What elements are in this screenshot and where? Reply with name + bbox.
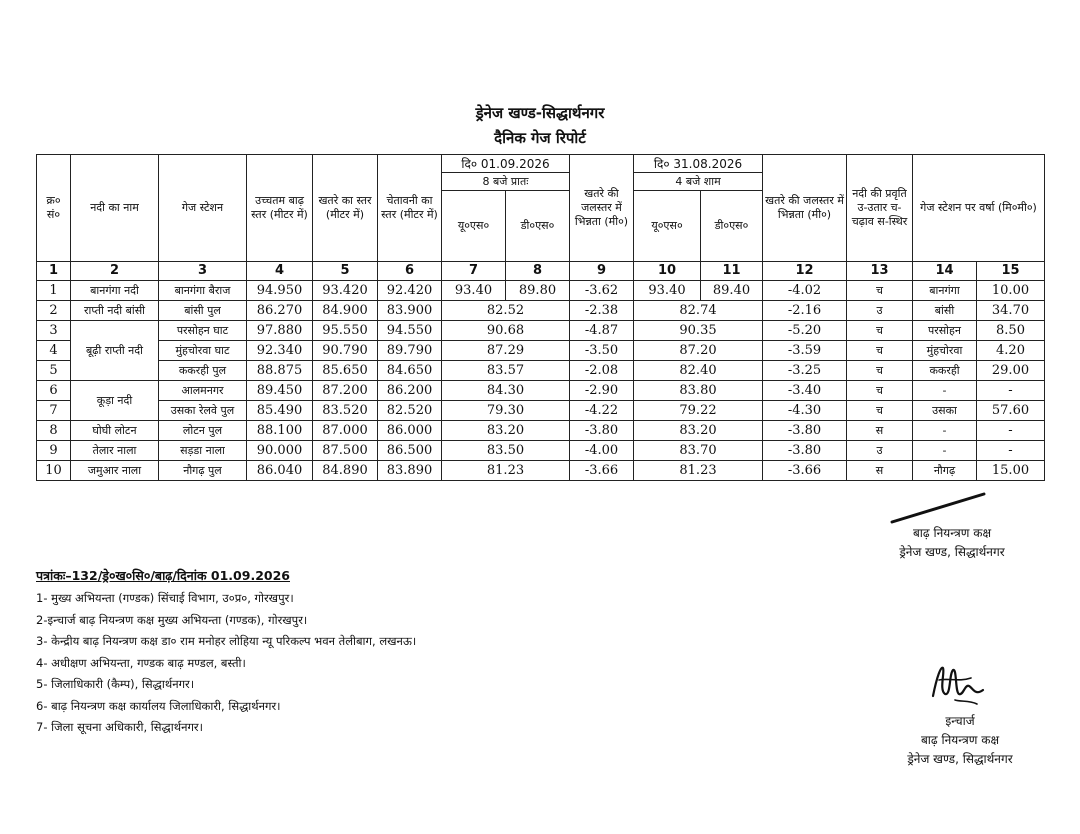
colnum: 9 [570,262,634,281]
cell-river: कूड़ा नदी [71,381,159,421]
cell-level1: 83.50 [442,441,570,461]
header-rain: गेज स्टेशन पर वर्षा (मि०मी०) [913,155,1045,262]
cell-trend: च [847,321,913,341]
cell-sno: 3 [37,321,71,341]
cell-sno: 8 [37,421,71,441]
cell-hfl: 88.100 [247,421,313,441]
colnum: 6 [378,262,442,281]
cell-diff2: -3.80 [763,441,847,461]
cell-rain-station: बांसी [913,301,977,321]
colnum: 5 [313,262,378,281]
cell-rain-station: मुंहचोरवा [913,341,977,361]
header-station: गेज स्टेशन [159,155,247,262]
cell-hfl: 85.490 [247,401,313,421]
cell-warning: 86.200 [378,381,442,401]
cell-us2: 93.40 [634,281,701,301]
colnum: 3 [159,262,247,281]
cell-trend: च [847,361,913,381]
colnum: 1 [37,262,71,281]
cell-danger: 87.000 [313,421,378,441]
cell-river: तेलार नाला [71,441,159,461]
cell-diff2: -4.30 [763,401,847,421]
cell-hfl: 86.040 [247,461,313,481]
signature-line: बाढ़ नियन्त्रण कक्ष [912,526,992,540]
cell-hfl: 88.875 [247,361,313,381]
header-hfl: उच्चतम बाढ़ स्तर (मीटर में) [247,155,313,262]
colnum: 10 [634,262,701,281]
cell-hfl: 92.340 [247,341,313,361]
cell-rain: 15.00 [977,461,1045,481]
cell-warning: 84.650 [378,361,442,381]
cell-rain-station: नौगढ़ [913,461,977,481]
cell-danger: 90.790 [313,341,378,361]
cell-diff1: -3.66 [570,461,634,481]
cell-rain-station: - [913,421,977,441]
list-item: 3- केन्द्रीय बाढ़ नियन्त्रण कक्ष डा० राम मनोहर लोहिया न्यू परिकल्प भवन तेलीबाग, लखनऊ। [36,634,417,648]
table-row [37,401,1045,421]
cell-level2: 90.35 [634,321,763,341]
list-item: 5- जिलाधिकारी (कैम्प), सिद्धार्थनगर। [36,677,195,691]
cell-hfl: 97.880 [247,321,313,341]
cell-sno: 9 [37,441,71,461]
header-time1: 8 बजे प्रातः [442,173,570,191]
header-ds1: डी०एस० [506,191,570,262]
cell-station: लोटन पुल [159,421,247,441]
cell-trend: च [847,401,913,421]
list-item: 6- बाढ़ नियन्त्रण कक्ष कार्यालय जिलाधिकारी, सिद्धार्थनगर। [36,698,281,713]
cell-rain: 8.50 [977,321,1045,341]
cell-level1: 87.29 [442,341,570,361]
cell-warning: 89.790 [378,341,442,361]
gauge-table [36,154,1045,481]
cell-trend: स [847,421,913,441]
table-row [37,461,1045,481]
colnum: 11 [701,262,763,281]
table-row [37,341,1045,361]
cell-river: बानगंगा नदी [71,281,159,301]
cell-rain-station: ककरही [913,361,977,381]
cell-danger: 95.550 [313,321,378,341]
list-item: 2-इन्चार्ज बाढ़ नियन्त्रण कक्ष मुख्य अभियन्ता (गण्डक), गोरखपुर। [36,612,308,627]
signature-line: बाढ़ नियन्त्रण कक्ष [920,733,1000,747]
colnum: 2 [71,262,159,281]
cell-rain: 4.20 [977,341,1045,361]
cell-ds2: 89.40 [701,281,763,301]
signature-line: ड्रेनेज खण्ड, सिद्धार्थनगर [907,752,1013,766]
cell-warning: 94.550 [378,321,442,341]
cell-diff2: -2.16 [763,301,847,321]
cell-rain-station: परसोहन [913,321,977,341]
cell-hfl: 89.450 [247,381,313,401]
table-row [37,381,1045,401]
header-diff2: खतरे की जलस्तर में भिन्नता (मी०) [763,155,847,262]
cell-trend: च [847,341,913,361]
cell-diff1: -3.50 [570,341,634,361]
cell-diff1: -4.22 [570,401,634,421]
table-row [37,321,1045,341]
cell-sno: 2 [37,301,71,321]
cell-sno: 4 [37,341,71,361]
cell-danger: 87.500 [313,441,378,461]
header-river: नदी का नाम [71,155,159,262]
handwritten-signature [925,656,995,712]
cell-level2: 79.22 [634,401,763,421]
cell-level2: 82.74 [634,301,763,321]
cell-level2: 83.80 [634,381,763,401]
incharge-signature-block [880,712,1040,769]
colnum: 13 [847,262,913,281]
cell-level2: 81.23 [634,461,763,481]
list-item: 7- जिला सूचना अधिकारी, सिद्धार्थनगर। [36,720,203,734]
cell-station: बानगंगा बैराज [159,281,247,301]
cell-river: जमुआर नाला [71,461,159,481]
cell-river: बूढ़ी राप्ती नदी [71,321,159,381]
cell-diff2: -3.59 [763,341,847,361]
cell-rain: 34.70 [977,301,1045,321]
cell-sno: 7 [37,401,71,421]
cell-station: आलमनगर [159,381,247,401]
cell-sno: 5 [37,361,71,381]
cell-hfl: 86.270 [247,301,313,321]
cell-warning: 83.890 [378,461,442,481]
cell-level1: 83.20 [442,421,570,441]
cell-danger: 84.890 [313,461,378,481]
cell-danger: 84.900 [313,301,378,321]
cell-diff2: -4.02 [763,281,847,301]
colnum: 4 [247,262,313,281]
cell-warning: 92.420 [378,281,442,301]
cell-level2: 83.20 [634,421,763,441]
table-row [37,361,1045,381]
colnum: 12 [763,262,847,281]
cell-station: परसोहन घाट [159,321,247,341]
header-danger: खतरे का स्तर (मीटर में) [313,155,378,262]
header-date2: दि० 31.08.2026 [634,155,763,173]
cell-level1: 82.52 [442,301,570,321]
header-diff1: खतरे की जलस्तर में भिन्नता (मी०) [570,155,634,262]
cell-rain-station: - [913,441,977,461]
cell-station: नौगढ़ पुल [159,461,247,481]
cell-diff1: -2.08 [570,361,634,381]
cell-river: राप्ती नदी बांसी [71,301,159,321]
copy-to-list [36,588,416,739]
signature-line: ड्रेनेज खण्ड, सिद्धार्थनगर [899,545,1005,559]
cell-rain: - [977,381,1045,401]
list-item: 1- मुख्य अभियन्ता (गण्डक) सिंचाई विभाग, उ०प्र०, गोरखपुर। [36,591,294,605]
table-row [37,421,1045,441]
cell-rain: 10.00 [977,281,1045,301]
cell-trend: च [847,381,913,401]
cell-level1: 79.30 [442,401,570,421]
table-row [37,301,1045,321]
cell-station: मुंहचोरवा घाट [159,341,247,361]
cell-trend: स [847,461,913,481]
cell-ds1: 89.80 [506,281,570,301]
header-sno: क्र० सं० [37,155,71,262]
cell-trend: उ [847,301,913,321]
cell-diff2: -3.66 [763,461,847,481]
list-item: 4- अधीक्षण अभियन्ता, गण्डक बाढ़ मण्डल, बस्ती। [36,655,246,670]
cell-station: सड़डा नाला [159,441,247,461]
cell-danger: 87.200 [313,381,378,401]
colnum: 14 [913,262,977,281]
cell-warning: 83.900 [378,301,442,321]
reference-number: पत्रांकः–132/ड्रे०ख०सि०/बाढ़/दिनांक 01.09.2026 [36,568,290,583]
header-time2: 4 बजे शाम [634,173,763,191]
cell-warning: 86.000 [378,421,442,441]
cell-rain: - [977,421,1045,441]
cell-station: उसका रेलवे पुल [159,401,247,421]
header-trend: नदी की प्रवृति उ-उतार च-चढ़ाव स-स्थिर [847,155,913,262]
cell-station: बांसी पुल [159,301,247,321]
header-us2: यू०एस० [634,191,701,262]
cell-warning: 82.520 [378,401,442,421]
cell-station: ककरही पुल [159,361,247,381]
header-warning: चेतावनी का स्तर (मीटर में) [378,155,442,262]
cell-level2: 87.20 [634,341,763,361]
cell-hfl: 94.950 [247,281,313,301]
cell-trend: च [847,281,913,301]
cell-diff1: -4.00 [570,441,634,461]
cell-diff1: -3.62 [570,281,634,301]
cell-level1: 90.68 [442,321,570,341]
cell-level2: 83.70 [634,441,763,461]
header-date1: दि० 01.09.2026 [442,155,570,173]
cell-diff2: -5.20 [763,321,847,341]
cell-river: घोघी लोटन [71,421,159,441]
cell-warning: 86.500 [378,441,442,461]
cell-hfl: 90.000 [247,441,313,461]
cell-level1: 81.23 [442,461,570,481]
cell-diff2: -3.25 [763,361,847,381]
cell-sno: 1 [37,281,71,301]
table-row [37,281,1045,301]
cell-sno: 10 [37,461,71,481]
cell-diff1: -3.80 [570,421,634,441]
table-row [37,441,1045,461]
cell-rain-station: - [913,381,977,401]
cell-rain-station: उसका [913,401,977,421]
office-title: ड्रेनेज खण्ड-सिद्धार्थनगर [475,104,605,122]
cell-trend: उ [847,441,913,461]
colnum: 15 [977,262,1045,281]
cell-sno: 6 [37,381,71,401]
cell-level1: 84.30 [442,381,570,401]
cell-diff1: -2.38 [570,301,634,321]
cell-danger: 83.520 [313,401,378,421]
cell-diff1: -4.87 [570,321,634,341]
flood-control-signature-block [862,524,1042,562]
cell-level2: 82.40 [634,361,763,381]
cell-danger: 93.420 [313,281,378,301]
header-ds2: डी०एस० [701,191,763,262]
cell-rain-station: बानगंगा [913,281,977,301]
cell-rain: 57.60 [977,401,1045,421]
cell-us1: 93.40 [442,281,506,301]
cell-rain: - [977,441,1045,461]
cell-diff1: -2.90 [570,381,634,401]
header-us1: यू०एस० [442,191,506,262]
cell-danger: 85.650 [313,361,378,381]
cell-rain: 29.00 [977,361,1045,381]
colnum: 7 [442,262,506,281]
colnum: 8 [506,262,570,281]
report-title: दैनिक गेज रिपोर्ट [494,129,586,147]
cell-diff2: -3.40 [763,381,847,401]
cell-level1: 83.57 [442,361,570,381]
cell-diff2: -3.80 [763,421,847,441]
signature-line: इन्चार्ज [945,714,975,728]
signature-stroke [888,490,988,526]
